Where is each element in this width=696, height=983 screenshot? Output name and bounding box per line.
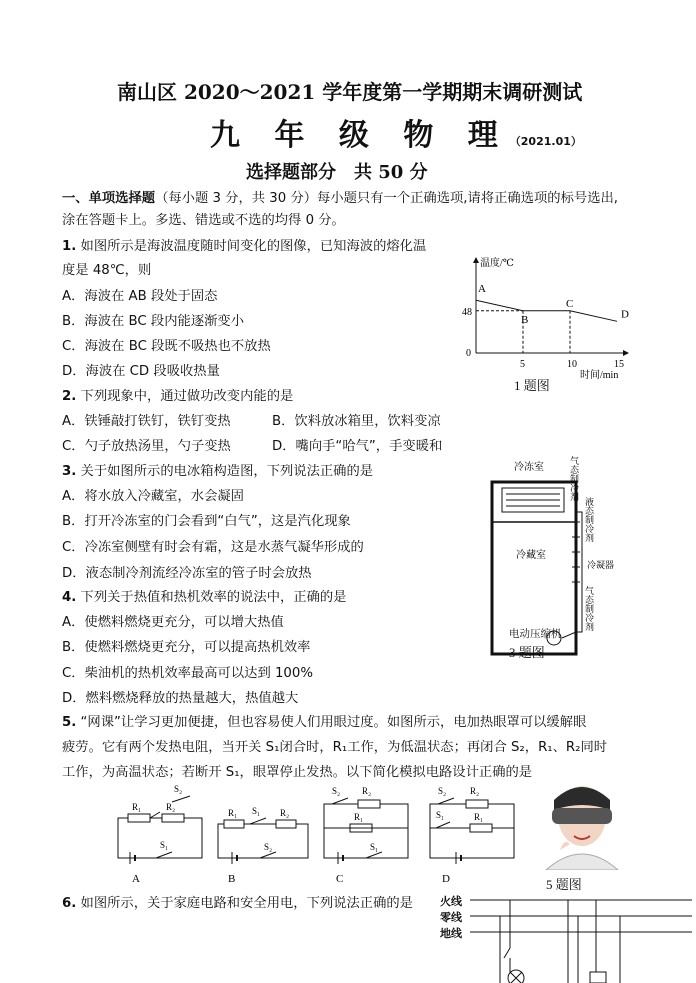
- circuit-c-label: C: [336, 873, 344, 882]
- exam-date: （2021.01）: [509, 135, 582, 148]
- q5-circuit-options: [110, 782, 530, 882]
- gas-refrigerant-label-top: 气态制冷剂: [569, 456, 579, 501]
- chart-tick-labels: [462, 307, 624, 370]
- q4-option-c[interactable]: C．柴油机的热机效率最高可以达到 100%: [62, 666, 313, 681]
- x-tick-label: 5: [520, 359, 525, 370]
- svg-text:S₁: S₁: [370, 842, 379, 852]
- circuit-a[interactable]: [118, 784, 202, 882]
- q4-option-a[interactable]: A．使燃料燃烧更充分，可以增大热值: [62, 615, 284, 630]
- q1-option-b[interactable]: B．海波在 BC 段内能逐渐变小: [62, 314, 245, 329]
- x-tick-label: 10: [567, 359, 577, 370]
- q3-option-d[interactable]: D．液态制冷剂流经冷冻室的管子时会放热: [62, 566, 312, 581]
- svg-text:R₂: R₂: [280, 808, 290, 818]
- svg-text:R₁: R₁: [354, 812, 364, 822]
- svg-text:S₂: S₂: [264, 842, 273, 852]
- q3-option-c[interactable]: C．冷冻室侧壁有时会有霜，这是水蒸气凝华形成的: [62, 540, 364, 555]
- section-intro: [62, 190, 618, 208]
- q2-option-c[interactable]: C．勺子放热汤里，勺子变热: [62, 439, 231, 454]
- section-heading: 一、单项选择题: [62, 191, 156, 206]
- q4-option-d[interactable]: D．燃料燃烧释放的热量越大，热值越大: [62, 691, 299, 706]
- q6-stem-text: 如图所示，关于家庭电路和安全用电，下列说法正确的是: [80, 896, 413, 911]
- q2-option-b[interactable]: B．饮料放冰箱里，饮料变凉: [272, 414, 441, 429]
- q4-stem: [62, 589, 346, 607]
- svg-text:S₁: S₁: [436, 810, 445, 820]
- q1-figure-caption: 1 题图: [514, 378, 550, 393]
- q2-stem: [62, 388, 293, 406]
- fridge-label: 冷藏室: [516, 550, 546, 561]
- exam-title: 南山区 2020～2021 学年度第一学期期末调研测试: [117, 80, 583, 104]
- q4-option-b[interactable]: B．使燃料燃烧更充分，可以提高热机效率: [62, 640, 311, 655]
- q5-figure-caption: 5 题图: [546, 877, 582, 892]
- q5-stem-line3: 工作，为高温状态；若断开 S₁，眼罩停止发热。以下简化模拟电路设计正确的是: [62, 765, 533, 780]
- q1-line1: 如图所示是海波温度随时间变化的图像，已知海波的熔化温: [80, 239, 427, 254]
- q6-number: 6.: [62, 896, 77, 911]
- eye-mask-photo: [540, 780, 624, 870]
- gas-refrigerant-label-bottom: 气态制冷剂: [584, 586, 594, 631]
- q3-stem: [62, 463, 373, 481]
- chart-point-label-a: A: [478, 283, 486, 296]
- q1-temperature-chart: [452, 252, 662, 400]
- svg-text:S₂: S₂: [174, 784, 183, 794]
- compressor-label: 电动压缩机: [509, 628, 562, 640]
- q3-number: 3.: [62, 464, 77, 479]
- svg-text:S₂: S₂: [332, 786, 341, 796]
- section-intro-text: （每小题 3 分，共 30 分）每小题只有一个正确选项,请将正确选项的标号选出,: [155, 191, 619, 206]
- circuit-a-label: A: [132, 873, 140, 882]
- q4-stem-text: 下列关于热值和热机效率的说法中，正确的是: [80, 590, 347, 605]
- q2-number: 2.: [62, 389, 77, 404]
- q6-stem: [62, 895, 413, 913]
- q5-line1-text: “网课”让学习更加便捷，但也容易使人们用眼过度。如图所示，电加热眼罩可以缓解眼: [80, 715, 587, 730]
- q6-household-circuit: [470, 892, 696, 983]
- q2-option-a[interactable]: A．铁锤敲打铁钉，铁钉变热: [62, 414, 231, 429]
- svg-text:R₂: R₂: [166, 802, 176, 812]
- svg-text:S₂: S₂: [438, 786, 447, 796]
- circuit-d[interactable]: [430, 786, 514, 882]
- q3-stem-text: 关于如图所示的电冰箱构造图，下列说法正确的是: [80, 464, 374, 479]
- svg-text:S₁: S₁: [252, 806, 261, 816]
- y-tick-label: 48: [462, 306, 472, 318]
- q2-stem-text: 下列现象中，通过做功改变内能的是: [80, 389, 294, 404]
- x-tick-label: 0: [466, 348, 471, 359]
- liquid-refrigerant-label: 液态制冷剂: [584, 497, 594, 542]
- live-wire-label: 火线: [440, 895, 462, 908]
- circuit-b[interactable]: [218, 806, 308, 882]
- circuit-d-label: D: [442, 873, 450, 882]
- subject-title: [210, 110, 582, 154]
- q3-option-b[interactable]: B．打开冷冻室的门会看到“白气”，这是汽化现象: [62, 514, 351, 529]
- q5-stem-line1: [62, 714, 586, 732]
- q1-stem: [62, 238, 426, 256]
- q3-figure-caption: 3 题图: [509, 645, 545, 660]
- neutral-wire-label: 零线: [440, 911, 462, 924]
- q5-number: 5.: [62, 715, 77, 730]
- chart-point-label-b: B: [521, 313, 529, 326]
- section-title: 选择题部分 共 50 分: [246, 162, 428, 183]
- q1-number: 1.: [62, 239, 77, 254]
- q1-option-a[interactable]: A．海波在 AB 段处于固态: [62, 289, 218, 304]
- q1-option-d[interactable]: D．海波在 CD 段吸收热量: [62, 364, 220, 379]
- q1-line2: 度是 48℃，则: [62, 263, 152, 278]
- svg-text:R₁: R₁: [474, 812, 484, 822]
- svg-text:R₂: R₂: [362, 786, 372, 796]
- section-intro-line2: 涂在答题卡上。多选、错选或不选的均得 0 分。: [62, 213, 345, 228]
- y-axis-label: 温度/℃: [480, 258, 514, 269]
- q4-number: 4.: [62, 590, 77, 605]
- socket-icon: [590, 972, 606, 983]
- ground-wire-label: 地线: [440, 927, 462, 940]
- chart-point-label-d: D: [621, 308, 629, 321]
- circuit-c[interactable]: [324, 786, 408, 882]
- q3-option-a[interactable]: A．将水放入冷藏室，水会凝固: [62, 489, 244, 504]
- q1-option-c[interactable]: C．海波在 BC 段既不吸热也不放热: [62, 339, 271, 354]
- circuit-b-label: B: [228, 873, 236, 882]
- svg-text:R₂: R₂: [470, 786, 480, 796]
- x-tick-label: 15: [614, 359, 624, 370]
- condenser-label: 冷凝器: [587, 560, 614, 570]
- freezer-label: 冷冻室: [514, 462, 544, 473]
- svg-text:S₁: S₁: [160, 840, 169, 850]
- q5-stem-line2: 疲劳。它有两个发热电阻，当开关 S₁闭合时，R₁工作，为低温状态；再闭合 S₂，R₁、R₂同时: [62, 740, 608, 755]
- x-axis-label: 时间/min: [580, 370, 619, 381]
- chart-point-label-c: C: [566, 297, 574, 310]
- svg-text:R₁: R₁: [132, 802, 142, 812]
- svg-text:R₁: R₁: [228, 808, 238, 818]
- q2-option-d[interactable]: D．嘴向手“哈气”，手变暖和: [272, 439, 443, 454]
- subject-name: 九 年 级 物 理: [210, 118, 510, 153]
